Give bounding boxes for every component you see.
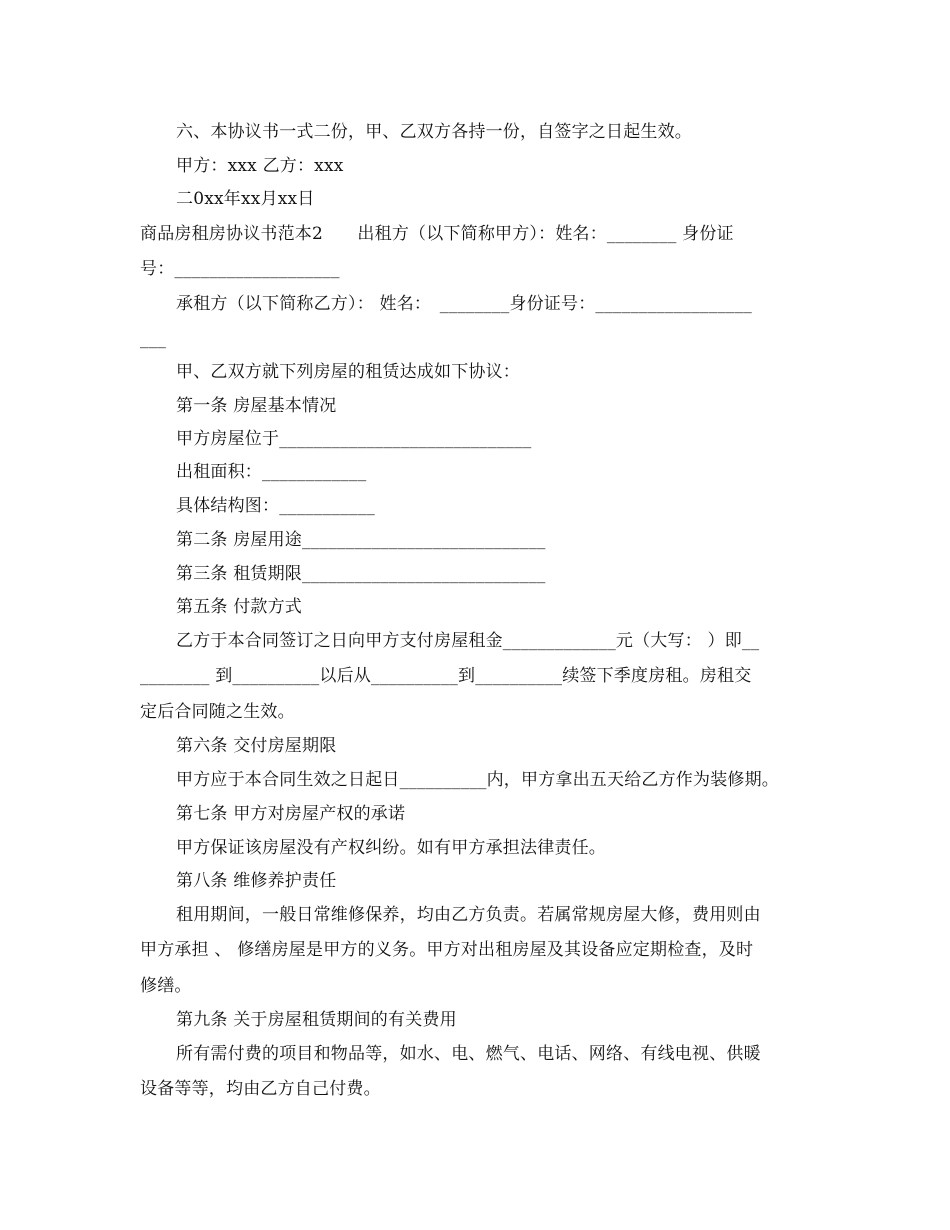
title-guarantee-line: 甲方保证该房屋没有产权纠纷。如有甲方承担法律责任。 bbox=[176, 838, 606, 858]
lessor-id-line: 号：___________________ bbox=[140, 259, 340, 279]
payment-line-3: 定后合同随之生效。 bbox=[140, 702, 295, 722]
lessee-id-continuation: ___ bbox=[140, 329, 167, 349]
maintenance-line-2: 甲方承担 、 修缮房屋是甲方的义务。甲方对出租房屋及其设备应定期检查，及时 bbox=[140, 940, 754, 960]
article-five-heading: 第五条 付款方式 bbox=[176, 597, 303, 617]
property-location-line: 甲方房屋位于_____________________________ bbox=[176, 429, 532, 449]
payment-line-2: ________ 到__________以后从__________到__________续签下季度房租。房租交 bbox=[140, 666, 752, 686]
date-line: 二0xx年xx月xx日 bbox=[176, 189, 315, 209]
article-three-line: 第三条 租赁期限____________________________ bbox=[176, 564, 546, 584]
fees-line-2: 设备等等，均由乙方自己付费。 bbox=[140, 1079, 381, 1099]
article-one-heading: 第一条 房屋基本情况 bbox=[176, 396, 337, 416]
clause-six-text: 六、本协议书一式二份，甲、乙双方各持一份，自签字之日起生效。 bbox=[176, 122, 692, 142]
maintenance-line-3: 修缮。 bbox=[140, 976, 192, 996]
article-nine-heading: 第九条 关于房屋租赁期间的有关费用 bbox=[176, 1010, 457, 1030]
fees-line-1: 所有需付费的项目和物品等，如水、电、燃气、电话、网络、有线电视、供暖 bbox=[176, 1044, 761, 1064]
maintenance-line-1: 租用期间，一般日常维修保养，均由乙方负责。若属常规房屋大修，费用则由 bbox=[176, 905, 761, 925]
article-eight-heading: 第八条 维修养护责任 bbox=[176, 871, 337, 891]
structure-diagram-line: 具体结构图：___________ bbox=[176, 496, 375, 516]
rental-area-line: 出租面积：____________ bbox=[176, 462, 367, 482]
lessor-line: 商品房租房协议书范本2 出租方（以下简称甲方）：姓名：________ 身份证 bbox=[140, 224, 734, 244]
payment-line-1: 乙方于本合同签订之日向甲方支付房屋租金_____________元（大写： ）即__ bbox=[176, 631, 760, 651]
article-six-heading: 第六条 交付房屋期限 bbox=[176, 736, 337, 756]
article-seven-heading: 第七条 甲方对房屋产权的承诺 bbox=[176, 804, 406, 824]
article-two-line: 第二条 房屋用途____________________________ bbox=[176, 530, 546, 550]
agreement-intro: 甲、乙双方就下列房屋的租赁达成如下协议： bbox=[176, 362, 520, 382]
party-names-line: 甲方：xxx 乙方：xxx bbox=[176, 156, 344, 176]
lessee-line: 承租方（以下简称乙方）： 姓名： ________身份证号：__________________ bbox=[176, 294, 753, 314]
delivery-term-line: 甲方应于本合同生效之日起日__________内，甲方拿出五天给乙方作为装修期。 bbox=[176, 770, 779, 790]
